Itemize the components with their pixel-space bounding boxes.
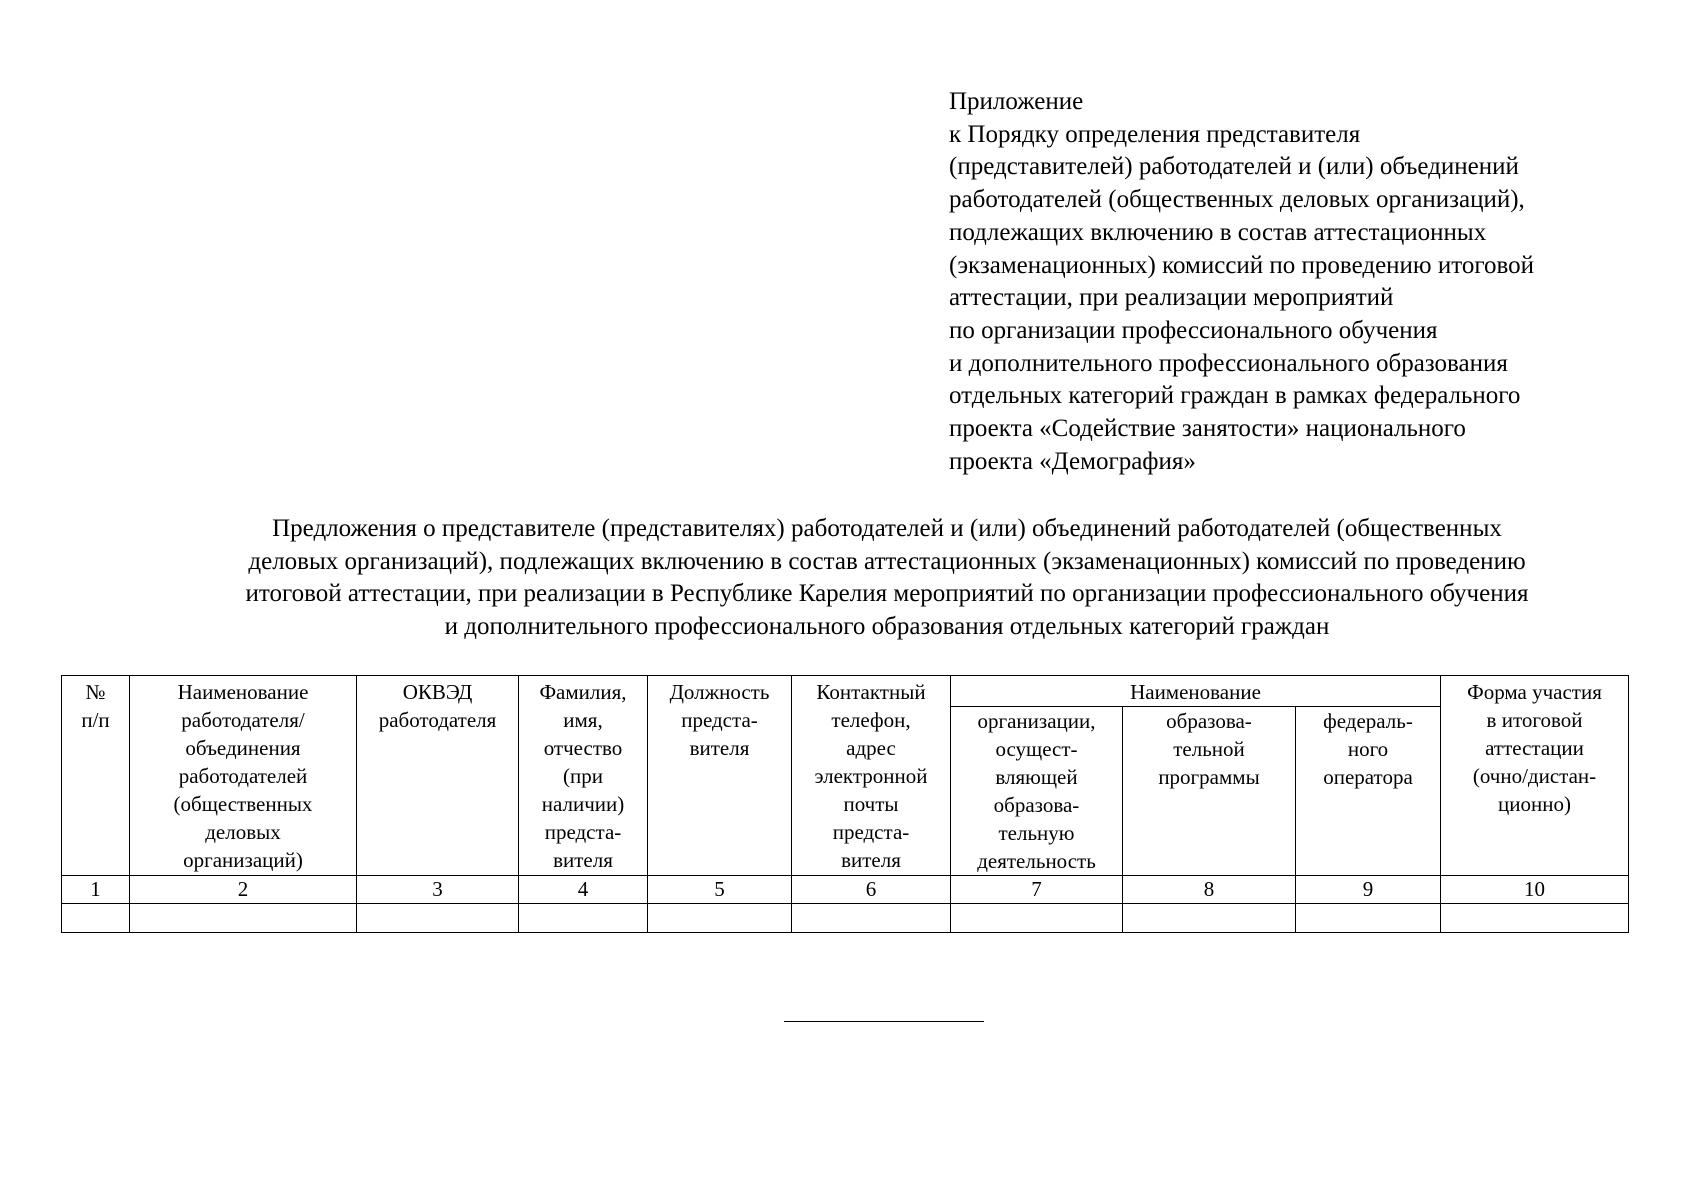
empty-cell <box>1296 904 1441 933</box>
appendix-line: аттестации, при реализации мероприятий <box>949 284 1394 312</box>
column-number-cell: 1 <box>62 876 130 904</box>
empty-cell <box>62 904 130 933</box>
title-line: деловых организаций), подлежащих включению в состав аттестационных (экзаменационных) комиссий по проведению <box>248 547 1526 575</box>
empty-cell <box>792 904 951 933</box>
header-cell-employer-name: Наименование работодателя/ объединения работодателей (общественных деловых организаций) <box>130 676 357 876</box>
end-divider-line <box>784 1021 984 1022</box>
column-number-cell: 9 <box>1296 876 1441 904</box>
appendix-line: проекта «Демография» <box>949 447 1196 475</box>
header-cell-organization: организации, осущест- вляющей образова- тельную деятельность <box>951 707 1123 876</box>
appendix-line: по организации профессионального обучения <box>949 316 1438 344</box>
column-number-cell: 7 <box>951 876 1123 904</box>
empty-cell <box>951 904 1123 933</box>
column-number-cell: 6 <box>792 876 951 904</box>
column-number-cell: 2 <box>130 876 357 904</box>
column-number-cell: 8 <box>1123 876 1296 904</box>
column-number-cell: 5 <box>648 876 792 904</box>
column-number-cell: 3 <box>357 876 519 904</box>
header-cell-participation-form: Форма участия в итоговой аттестации (очно/дистан- ционно) <box>1441 676 1629 876</box>
title-line: Предложения о представителе (представителях) работодателей и (или) объединений работодателей (общественных <box>272 515 1502 542</box>
empty-cell <box>357 904 519 933</box>
empty-cell <box>1123 904 1296 933</box>
empty-cell <box>648 904 792 933</box>
document-title <box>140 513 1634 643</box>
column-number-cell: 4 <box>519 876 648 904</box>
appendix-line: Приложение <box>949 88 1084 115</box>
header-cell-federal-operator: федераль- ного оператора <box>1296 707 1441 876</box>
header-cell-position: Должность предста- вителя <box>648 676 792 876</box>
appendix-line: проекта «Содействие занятости» национального <box>949 415 1466 443</box>
header-row <box>62 676 1629 707</box>
appendix-line: подлежащих включению в состав аттестационных <box>949 218 1487 246</box>
proposal-table <box>61 675 1629 933</box>
empty-cell <box>130 904 357 933</box>
appendix-line: к Порядку определения представителя <box>949 120 1361 148</box>
appendix-line: работодателей (общественных деловых организаций), <box>949 186 1525 214</box>
appendix-line: и дополнительного профессионального образования <box>949 349 1508 377</box>
column-number-cell: 10 <box>1441 876 1629 904</box>
header-cell-program: образова- тельной программы <box>1123 707 1296 876</box>
header-cell-okved: ОКВЭД работодателя <box>357 676 519 876</box>
header-cell-full-name: Фамилия, имя, отчество (при наличии) предста- вителя <box>519 676 648 876</box>
header-cell-naming-group: Наименование <box>951 676 1441 707</box>
title-line: и дополнительного профессионального образования отдельных категорий граждан <box>444 612 1330 640</box>
empty-cell <box>519 904 648 933</box>
header-cell-contacts: Контактный телефон, адрес электронной почты предста- вителя <box>792 676 951 876</box>
appendix-block <box>949 86 1649 478</box>
empty-cell <box>1441 904 1629 933</box>
empty-data-row <box>62 904 1629 933</box>
appendix-line: (экзаменационных) комиссий по проведению итоговой <box>949 251 1534 279</box>
column-number-row <box>62 876 1629 904</box>
title-line: итоговой аттестации, при реализации в Республике Карелия мероприятий по организации профессионального обучения <box>245 580 1529 607</box>
appendix-line: отдельных категорий граждан в рамках федерального <box>949 382 1521 410</box>
appendix-line: (представителей) работодателей и (или) объединений <box>949 153 1519 181</box>
header-cell-number: № п/п <box>62 676 130 876</box>
